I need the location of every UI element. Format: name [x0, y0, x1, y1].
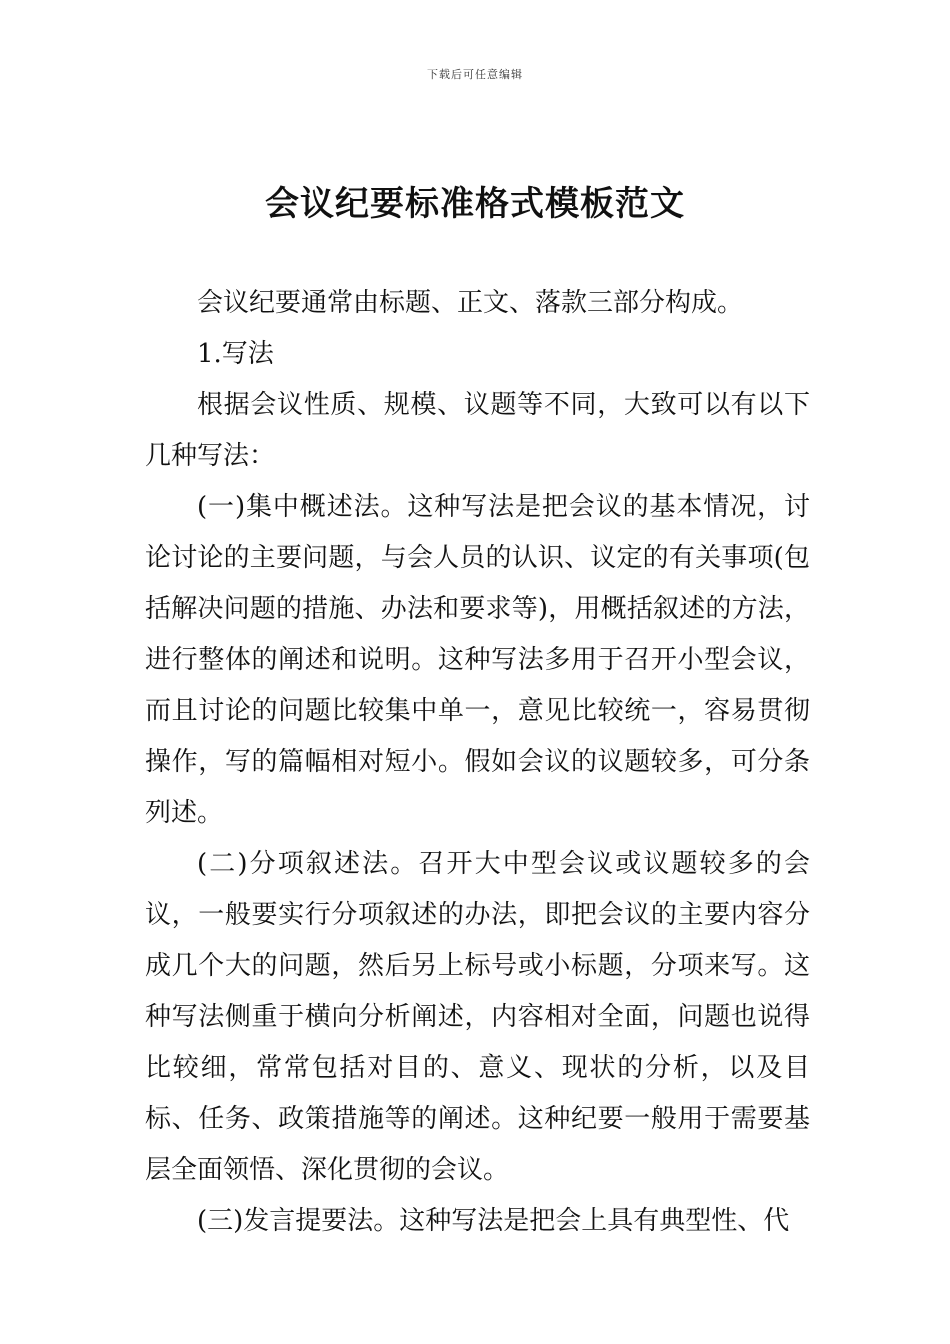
document-title: 会议纪要标准格式模板范文: [265, 184, 685, 224]
paragraph: 会议纪要通常由标题、正文、落款三部分构成。: [197, 288, 744, 318]
section-heading: 1.写法: [197, 339, 274, 369]
paragraph: (一)集中概述法。这种写法是把会议的基本情况，讨论讨论的主要问题，与会人员的认识、议定的有关事项(包括解决问题的措施、办法和要求等)，用概括叙述的方法，进行整体的阐述和说明。这种写法多用于召开小型会议，而且讨论的问题比较集中单一，意见比较统一，容易贯彻操作，写的篇幅相对短小。假如会议的议题较多，可分条列述。: [145, 492, 810, 828]
document-body: [145, 278, 810, 1247]
header-note: 下载后可任意编辑: [427, 68, 523, 81]
paragraph: (二)分项叙述法。召开大中型会议或议题较多的会议，一般要实行分项叙述的办法，即把会议的主要内容分成几个大的问题，然后另上标号或小标题，分项来写。这种写法侧重于横向分析阐述，内容相对全面，问题也说得比较细，常常包括对目的、意义、现状的分析，以及目标、任务、政策措施等的阐述。这种纪要一般用于需要基层全面领悟、深化贯彻的会议。: [145, 849, 810, 1185]
paragraph: (三)发言提要法。这种写法是把会上具有典型性、代: [197, 1206, 790, 1236]
paragraph: 根据会议性质、规模、议题等不同，大致可以有以下几种写法：: [145, 390, 810, 471]
